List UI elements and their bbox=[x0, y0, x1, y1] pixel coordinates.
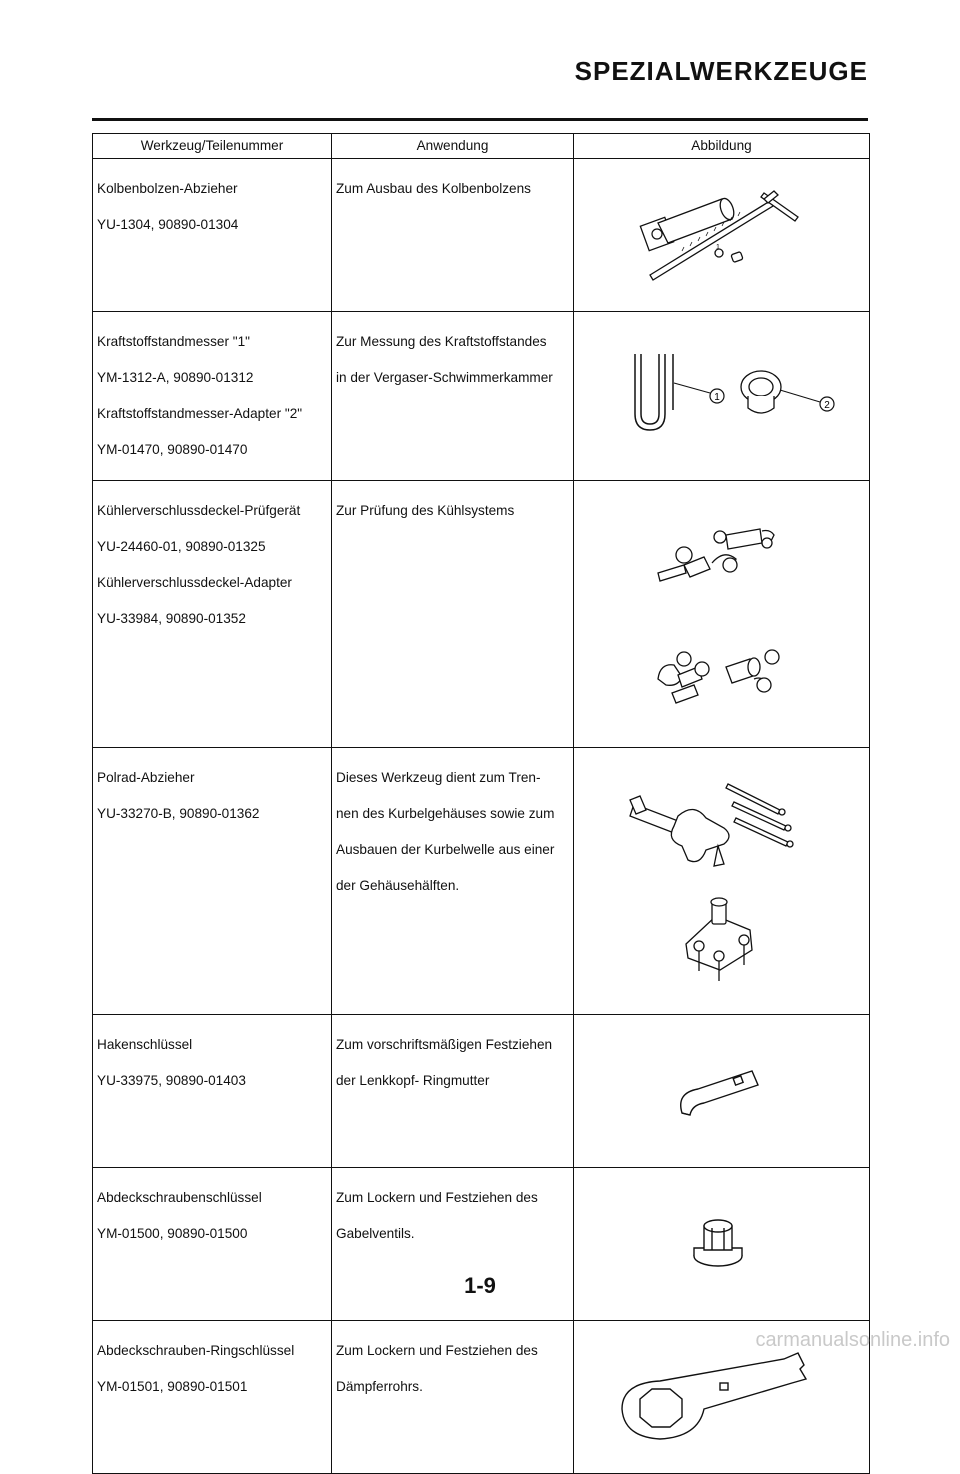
use-cell bbox=[332, 312, 574, 481]
page-title: SPEZIALWERKZEUGE bbox=[574, 56, 868, 86]
tool-name: Kühlerverschlussdeckel-Prüfgerät bbox=[97, 503, 301, 518]
tool-cell bbox=[93, 1015, 332, 1168]
use-text: Zur Messung des Kraftstoffstandes bbox=[336, 334, 547, 349]
part-number: YU-33270-B, 90890-01362 bbox=[97, 806, 260, 821]
use-text: Ausbauen der Kurbelwelle aus einer bbox=[336, 842, 555, 857]
illustration-cell bbox=[574, 481, 870, 748]
part-number: YM-01470, 90890-01470 bbox=[97, 442, 248, 457]
callout-2: 2 bbox=[824, 400, 830, 411]
use-text: der Gehäusehälften. bbox=[336, 878, 460, 893]
tool-name: Polrad-Abzieher bbox=[97, 770, 195, 785]
part-number: YM-1312-A, 90890-01312 bbox=[97, 370, 254, 385]
use-text: Gabelventils. bbox=[336, 1226, 415, 1241]
tool-name: Kraftstoffstandmesser "1" bbox=[97, 334, 250, 349]
piston-pin-puller-illustration bbox=[574, 177, 869, 293]
illustration-cell bbox=[574, 1015, 870, 1168]
part-number: YU-33975, 90890-01403 bbox=[97, 1073, 246, 1088]
radiator-cap-tester-illustration bbox=[574, 499, 869, 729]
flywheel-puller-illustration bbox=[574, 766, 869, 996]
tool-name: Abdeckschrauben-Ringschlüssel bbox=[97, 1343, 295, 1358]
fuel-level-gauge-illustration bbox=[574, 330, 869, 446]
tool-name: Kraftstoffstandmesser-Adapter "2" bbox=[97, 406, 303, 421]
table-row bbox=[93, 1015, 870, 1168]
use-text: Zum Ausbau des Kolbenbolzens bbox=[336, 181, 531, 196]
part-number: YM-01501, 90890-01501 bbox=[97, 1379, 248, 1394]
use-text: nen des Kurbelgehäuses sowie zum bbox=[336, 806, 555, 821]
tool-cell bbox=[93, 159, 332, 312]
use-text: in der Vergaser-Schwimmerkammer bbox=[336, 370, 553, 385]
use-cell bbox=[332, 481, 574, 748]
illustration-cell bbox=[574, 159, 870, 312]
illustration-cell bbox=[574, 748, 870, 1015]
tool-cell bbox=[93, 481, 332, 748]
tool-name: Kolbenbolzen-Abzieher bbox=[97, 181, 238, 196]
part-number: YU-33984, 90890-01352 bbox=[97, 611, 246, 626]
column-header-use: Anwendung bbox=[332, 134, 574, 159]
hook-wrench-illustration bbox=[574, 1033, 869, 1149]
table-row bbox=[93, 1321, 870, 1474]
use-text: Zum vorschriftsmäßigen Festziehen bbox=[336, 1037, 553, 1052]
table-row bbox=[93, 481, 870, 748]
cap-bolt-ring-wrench-illustration bbox=[574, 1339, 869, 1455]
table-row bbox=[93, 312, 870, 481]
use-text: Zum Lockern und Festziehen des bbox=[336, 1343, 538, 1358]
illustration-cell bbox=[574, 312, 870, 481]
use-cell bbox=[332, 159, 574, 312]
part-number: YU-1304, 90890-01304 bbox=[97, 217, 239, 232]
part-number: YM-01500, 90890-01500 bbox=[97, 1226, 248, 1241]
use-cell bbox=[332, 1015, 574, 1168]
tool-name: Hakenschlüssel bbox=[97, 1037, 193, 1052]
use-cell bbox=[332, 748, 574, 1015]
callout-1: 1 bbox=[716, 244, 720, 251]
use-text: Dämpferrohrs. bbox=[336, 1379, 423, 1394]
use-text: der Lenkkopf- Ringmutter bbox=[336, 1073, 490, 1088]
callout-1: 1 bbox=[714, 392, 720, 403]
table-row bbox=[93, 159, 870, 312]
tool-name: Kühlerverschlussdeckel-Adapter bbox=[97, 575, 292, 590]
table-header-row bbox=[93, 134, 870, 159]
use-text: Zum Lockern und Festziehen des bbox=[336, 1190, 538, 1205]
tool-cell bbox=[93, 312, 332, 481]
column-header-tool: Werkzeug/Teilenummer bbox=[93, 134, 332, 159]
watermark: carmanualsonline.info bbox=[755, 1329, 950, 1351]
page-number: 1-9 bbox=[464, 1273, 496, 1298]
title-rule bbox=[92, 118, 868, 121]
column-header-illustration: Abbildung bbox=[574, 134, 870, 159]
part-number: YU-24460-01, 90890-01325 bbox=[97, 539, 266, 554]
use-text: Zur Prüfung des Kühlsystems bbox=[336, 503, 515, 518]
use-cell bbox=[332, 1321, 574, 1474]
tool-cell bbox=[93, 1321, 332, 1474]
table-row bbox=[93, 748, 870, 1015]
tool-cell bbox=[93, 748, 332, 1015]
tool-name: Abdeckschraubenschlüssel bbox=[97, 1190, 262, 1205]
use-text: Dieses Werkzeug dient zum Tren- bbox=[336, 770, 541, 785]
